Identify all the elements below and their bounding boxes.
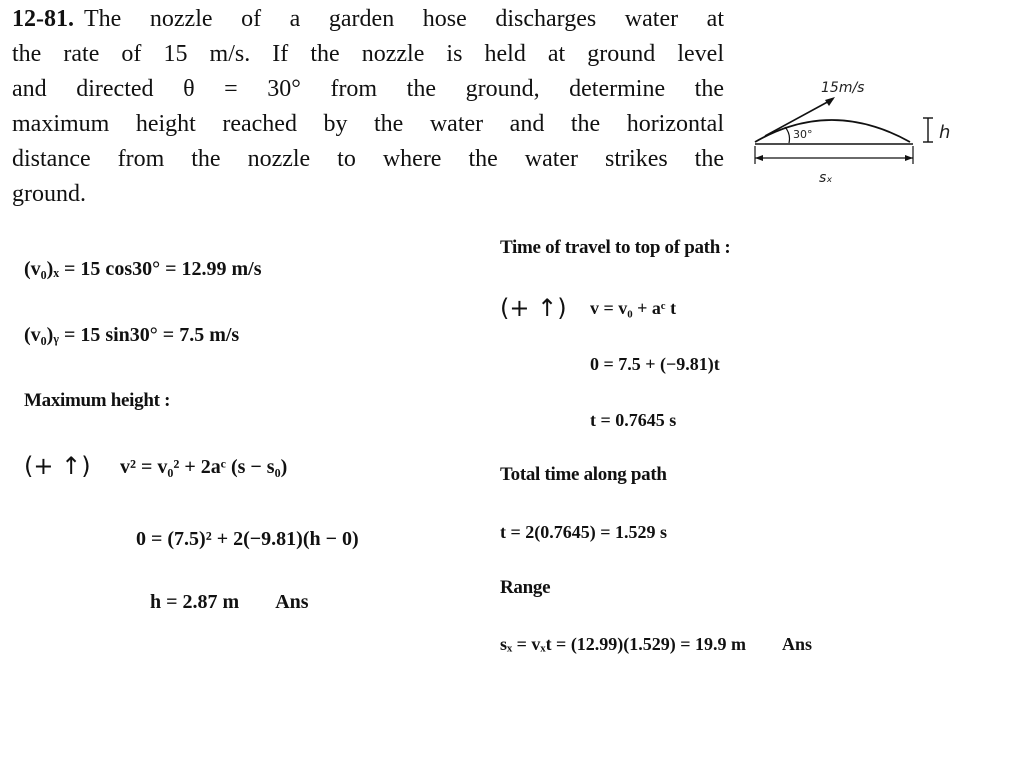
vx-equation: (v₀)ₓ = 15 cos30° = 12.99 m/s — [24, 258, 262, 280]
total-time-result: t = 2(0.7645) = 1.529 s — [500, 522, 668, 542]
trajectory-figure — [745, 70, 975, 195]
right-sign-convention: (+ ↑) — [500, 294, 567, 322]
velocity-time-equation: v = v₀ + aᶜ t — [590, 298, 677, 318]
problem-number: 12-81. — [12, 6, 74, 32]
speed-label: 15m/s — [821, 80, 865, 96]
time-to-top-result: t = 0.7645 s — [590, 410, 677, 430]
time-to-top-label: Time of travel to top of path : — [500, 237, 731, 258]
problem-line-6: ground. — [12, 181, 86, 207]
left-sign-convention: (+ ↑) — [24, 452, 91, 480]
max-height-result — [150, 591, 309, 614]
angle-arc — [785, 127, 790, 143]
range-ans: Ans — [782, 634, 813, 654]
vy-equation: (v₀)ᵧ = 15 sin30° = 7.5 m/s — [24, 324, 240, 346]
max-height-value: h = 2.87 m — [150, 591, 240, 613]
velocity-arrowhead — [825, 97, 835, 106]
distance-arrow-left — [755, 155, 763, 161]
problem-line-2: the rate of 15 m/s. If the nozzle is held at ground level — [12, 41, 724, 67]
problem-line-5: distance from the nozzle to where the water strikes the — [12, 146, 724, 172]
problem-line-3: and directed θ = 30° from the ground, determine the — [12, 76, 724, 102]
distance-arrow-right — [905, 155, 913, 161]
max-height-ans: Ans — [275, 591, 309, 613]
angle-label: 30° — [793, 128, 813, 141]
height-substitution-equation: 0 = (7.5)² + 2(−9.81)(h − 0) — [136, 528, 359, 550]
problem-line-1: 12-81. The nozzle of a garden hose discharges water at — [12, 6, 724, 32]
problem-statement — [12, 2, 724, 212]
total-time-label: Total time along path — [500, 464, 667, 485]
distance-label: sₓ — [819, 170, 833, 186]
range-label: Range — [500, 577, 551, 598]
trajectory-arc — [755, 120, 910, 142]
time-substitution-equation: 0 = 7.5 + (−9.81)t — [590, 354, 720, 374]
range-value: sₓ = vₓt = (12.99)(1.529) = 19.9 m — [500, 634, 747, 654]
range-result — [500, 634, 812, 655]
velocity-squared-equation: v² = v₀² + 2aᶜ (s − s₀) — [120, 456, 288, 478]
problem-line-4: maximum height reached by the water and the horizontal — [12, 111, 724, 137]
height-label: h — [939, 122, 951, 143]
max-height-label: Maximum height : — [24, 390, 171, 411]
